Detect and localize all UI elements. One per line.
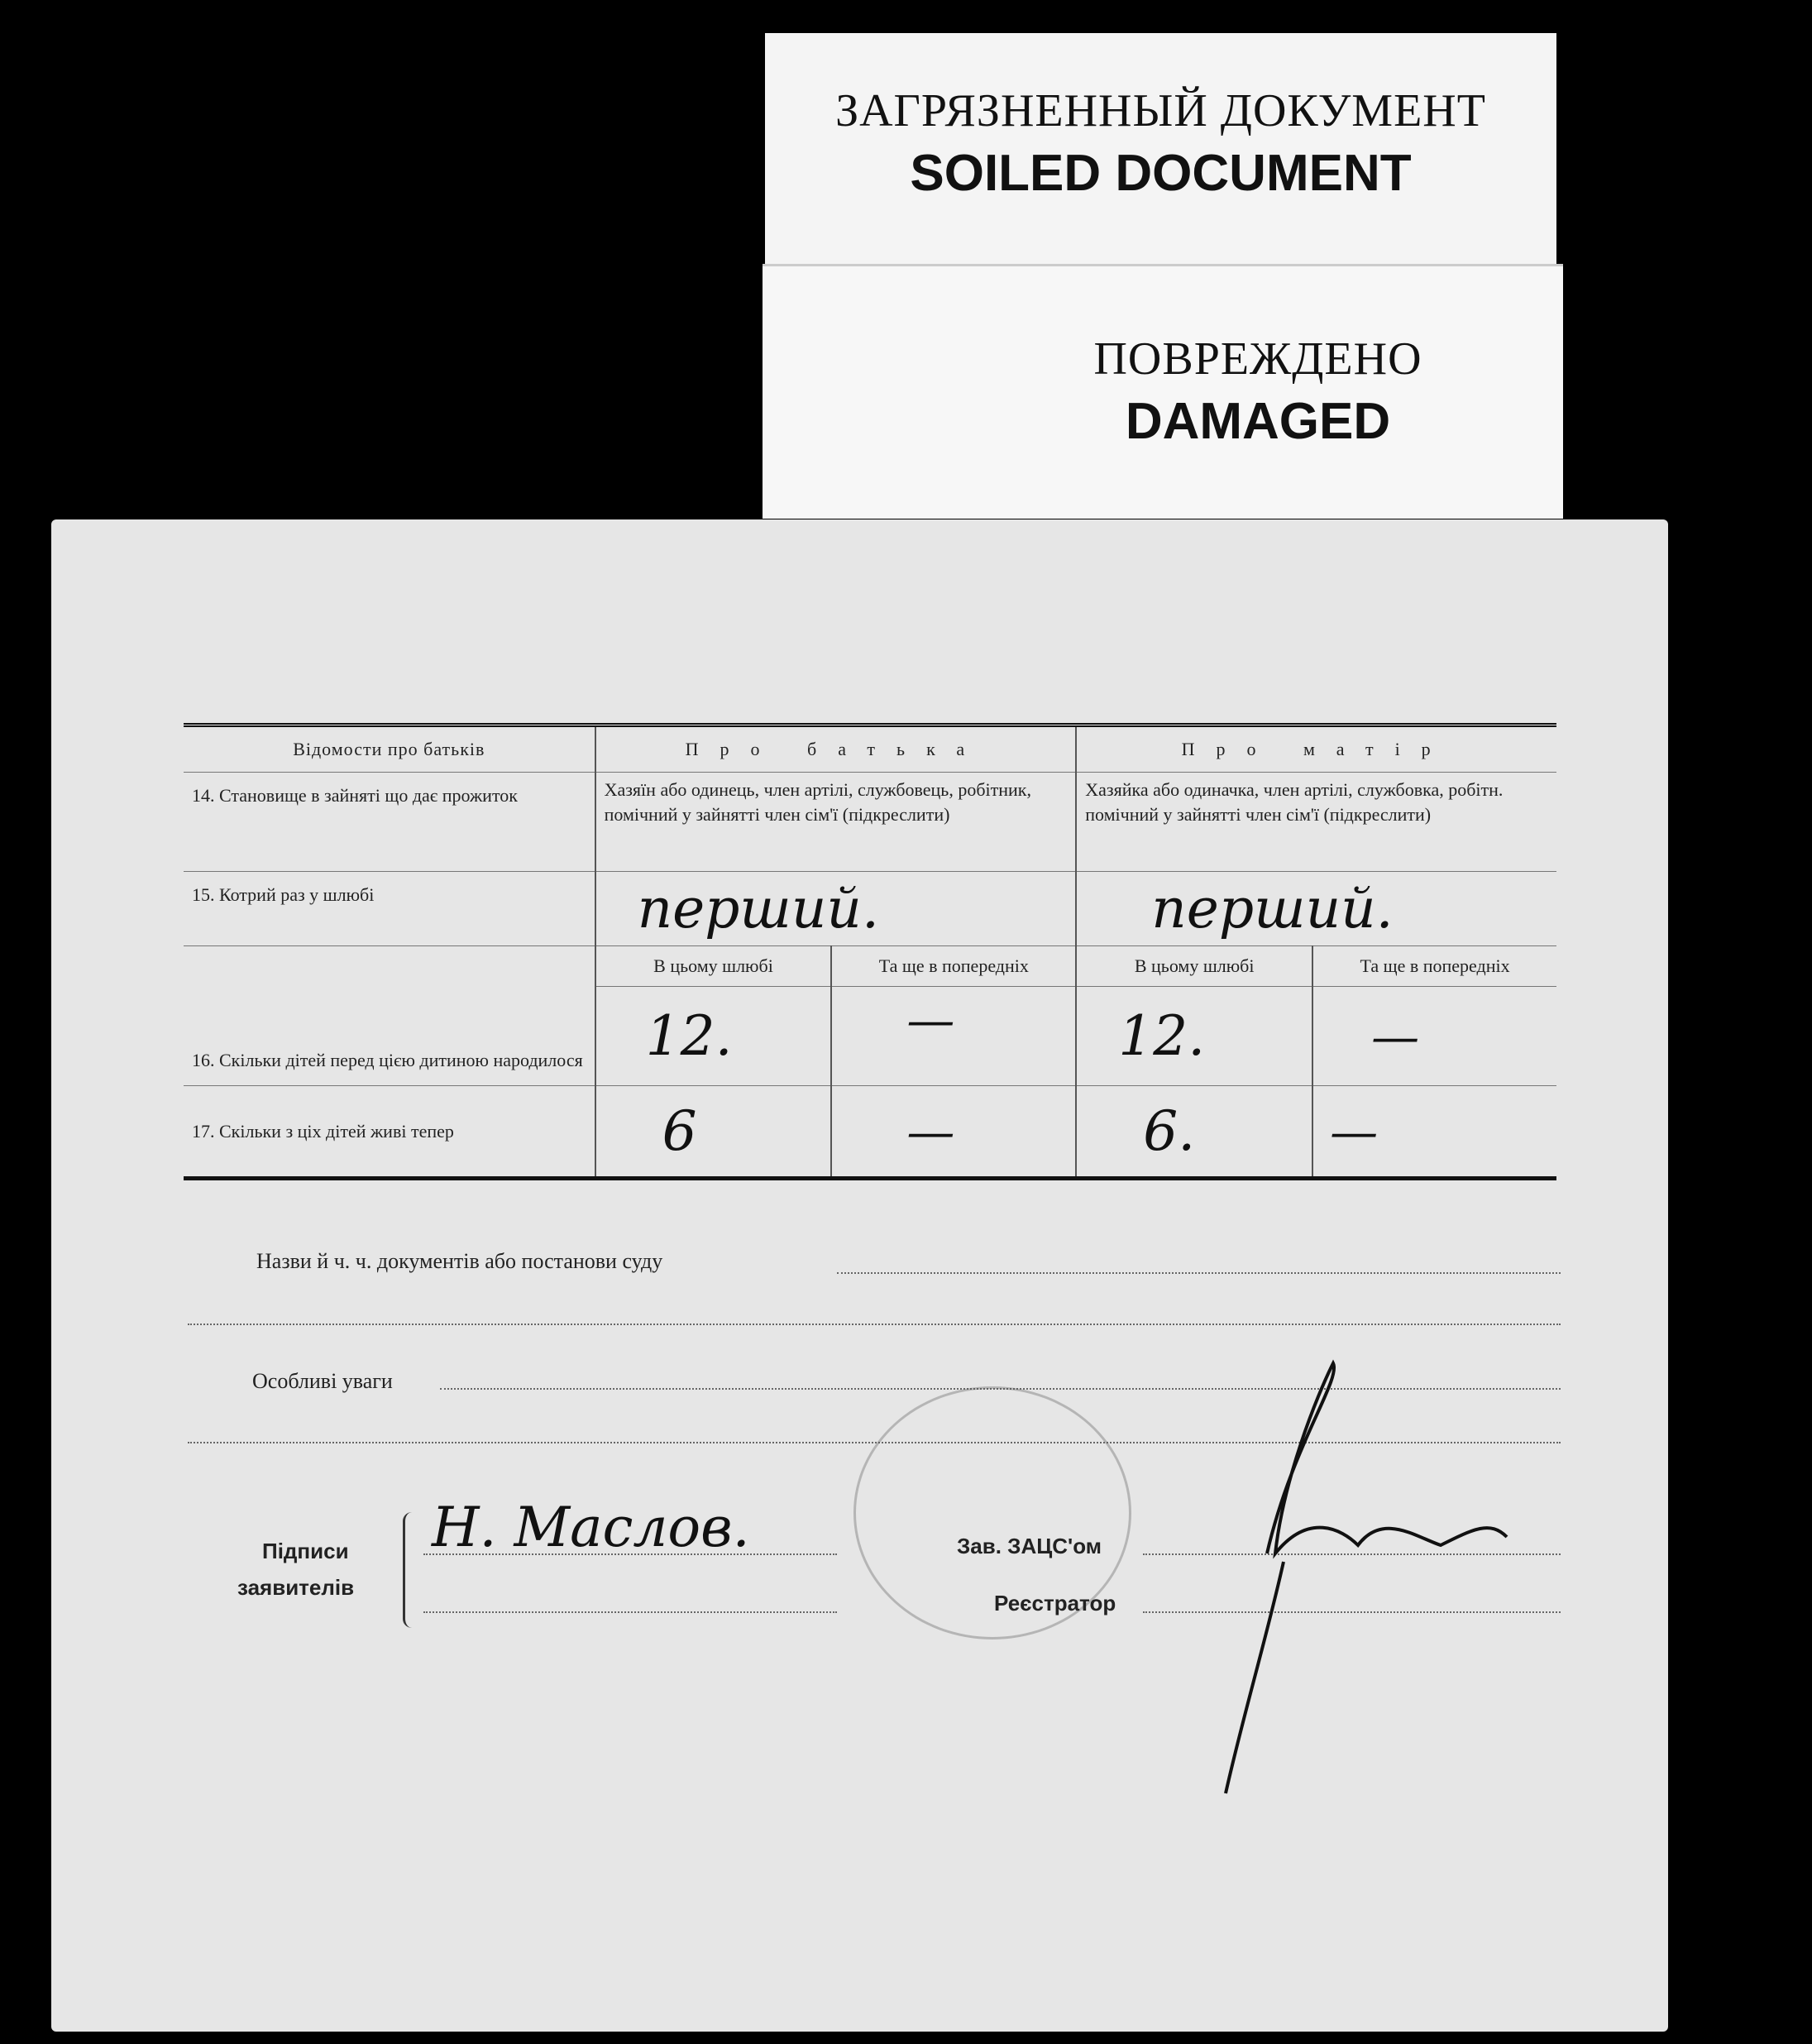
row16-mother-this: 12. [1118, 1004, 1206, 1068]
registrar-label: Реєстратор [994, 1591, 1116, 1616]
row17-mother-this: 6. [1143, 1099, 1196, 1163]
row14-mother-options: Хазяйка або одиначка, член артілі, службовка, робітн. помічний у зайнятті член сім'ї (підкреслити) [1076, 773, 1556, 872]
header-about-father: Про батька [595, 725, 1077, 773]
damaged-document-label [763, 266, 1563, 519]
parents-info-table [184, 723, 1556, 1180]
applicant-signature: Н. Маслов. [432, 1496, 750, 1559]
register-form-page [51, 519, 1668, 2032]
damaged-label-en: DAMAGED [1125, 393, 1391, 450]
row17-mother-previous: — [1330, 1103, 1379, 1160]
documents-label: Назви й ч. ч. документів або постанови суду [256, 1249, 663, 1273]
soiled-label-en: SOILED DOCUMENT [910, 145, 1412, 202]
subheader-father-this: В цьому шлюбі [595, 946, 832, 987]
documents-line [837, 1272, 1561, 1274]
header-parents-info: Відомости про батьків [184, 725, 595, 773]
row17-father-previous: — [906, 1103, 955, 1160]
row16-father-previous: — [906, 992, 955, 1048]
row17-label: 17. Скільки з ціх дітей живі тепер [184, 1086, 595, 1179]
row16-label: 16. Скільки дітей перед цією дитиною народилося [184, 946, 595, 1086]
row17-father-this: 6 [662, 1099, 697, 1163]
row15-mother-value: перший. [1151, 877, 1394, 941]
row15-label: 15. Котрий раз у шлюбі [184, 872, 595, 946]
signatures-label-2: заявителів [237, 1575, 355, 1600]
signatures-brace [403, 1512, 412, 1628]
row16-father-this: 12. [645, 1004, 733, 1068]
notes-label: Особливі уваги [252, 1369, 393, 1393]
row14-father-options: Хазяїн або одинець, член артілі, службовець, робітник, помічний у зайнятті член сім'ї (підкреслити) [595, 773, 1077, 872]
row15-father-value: перший. [637, 877, 879, 941]
head-of-registry-label: Зав. ЗАЦС'ом [957, 1534, 1102, 1558]
row14-label: 14. Становище в зайняті що дає прожиток [184, 773, 595, 872]
row16-mother-previous: — [1371, 1008, 1420, 1065]
signatures-label-1: Підписи [262, 1539, 349, 1563]
header-about-mother: Про матір [1076, 725, 1556, 773]
applicant-sign-line-1 [423, 1553, 837, 1555]
subheader-mother-previous: Та ще в попередніх [1312, 946, 1556, 987]
applicant-sign-line-2 [423, 1611, 837, 1613]
documents-line-2 [188, 1324, 1561, 1325]
soiled-document-label [765, 33, 1556, 281]
subheader-father-previous: Та ще в попередніх [831, 946, 1076, 987]
subheader-mother-this: В цьому шлюбі [1076, 946, 1312, 987]
damaged-label-ru: ПОВРЕЖДЕНО [1093, 333, 1422, 385]
registrar-signature [1143, 1347, 1532, 1810]
soiled-label-ru: ЗАГРЯЗНЕННЫЙ ДОКУМЕНТ [835, 85, 1486, 136]
